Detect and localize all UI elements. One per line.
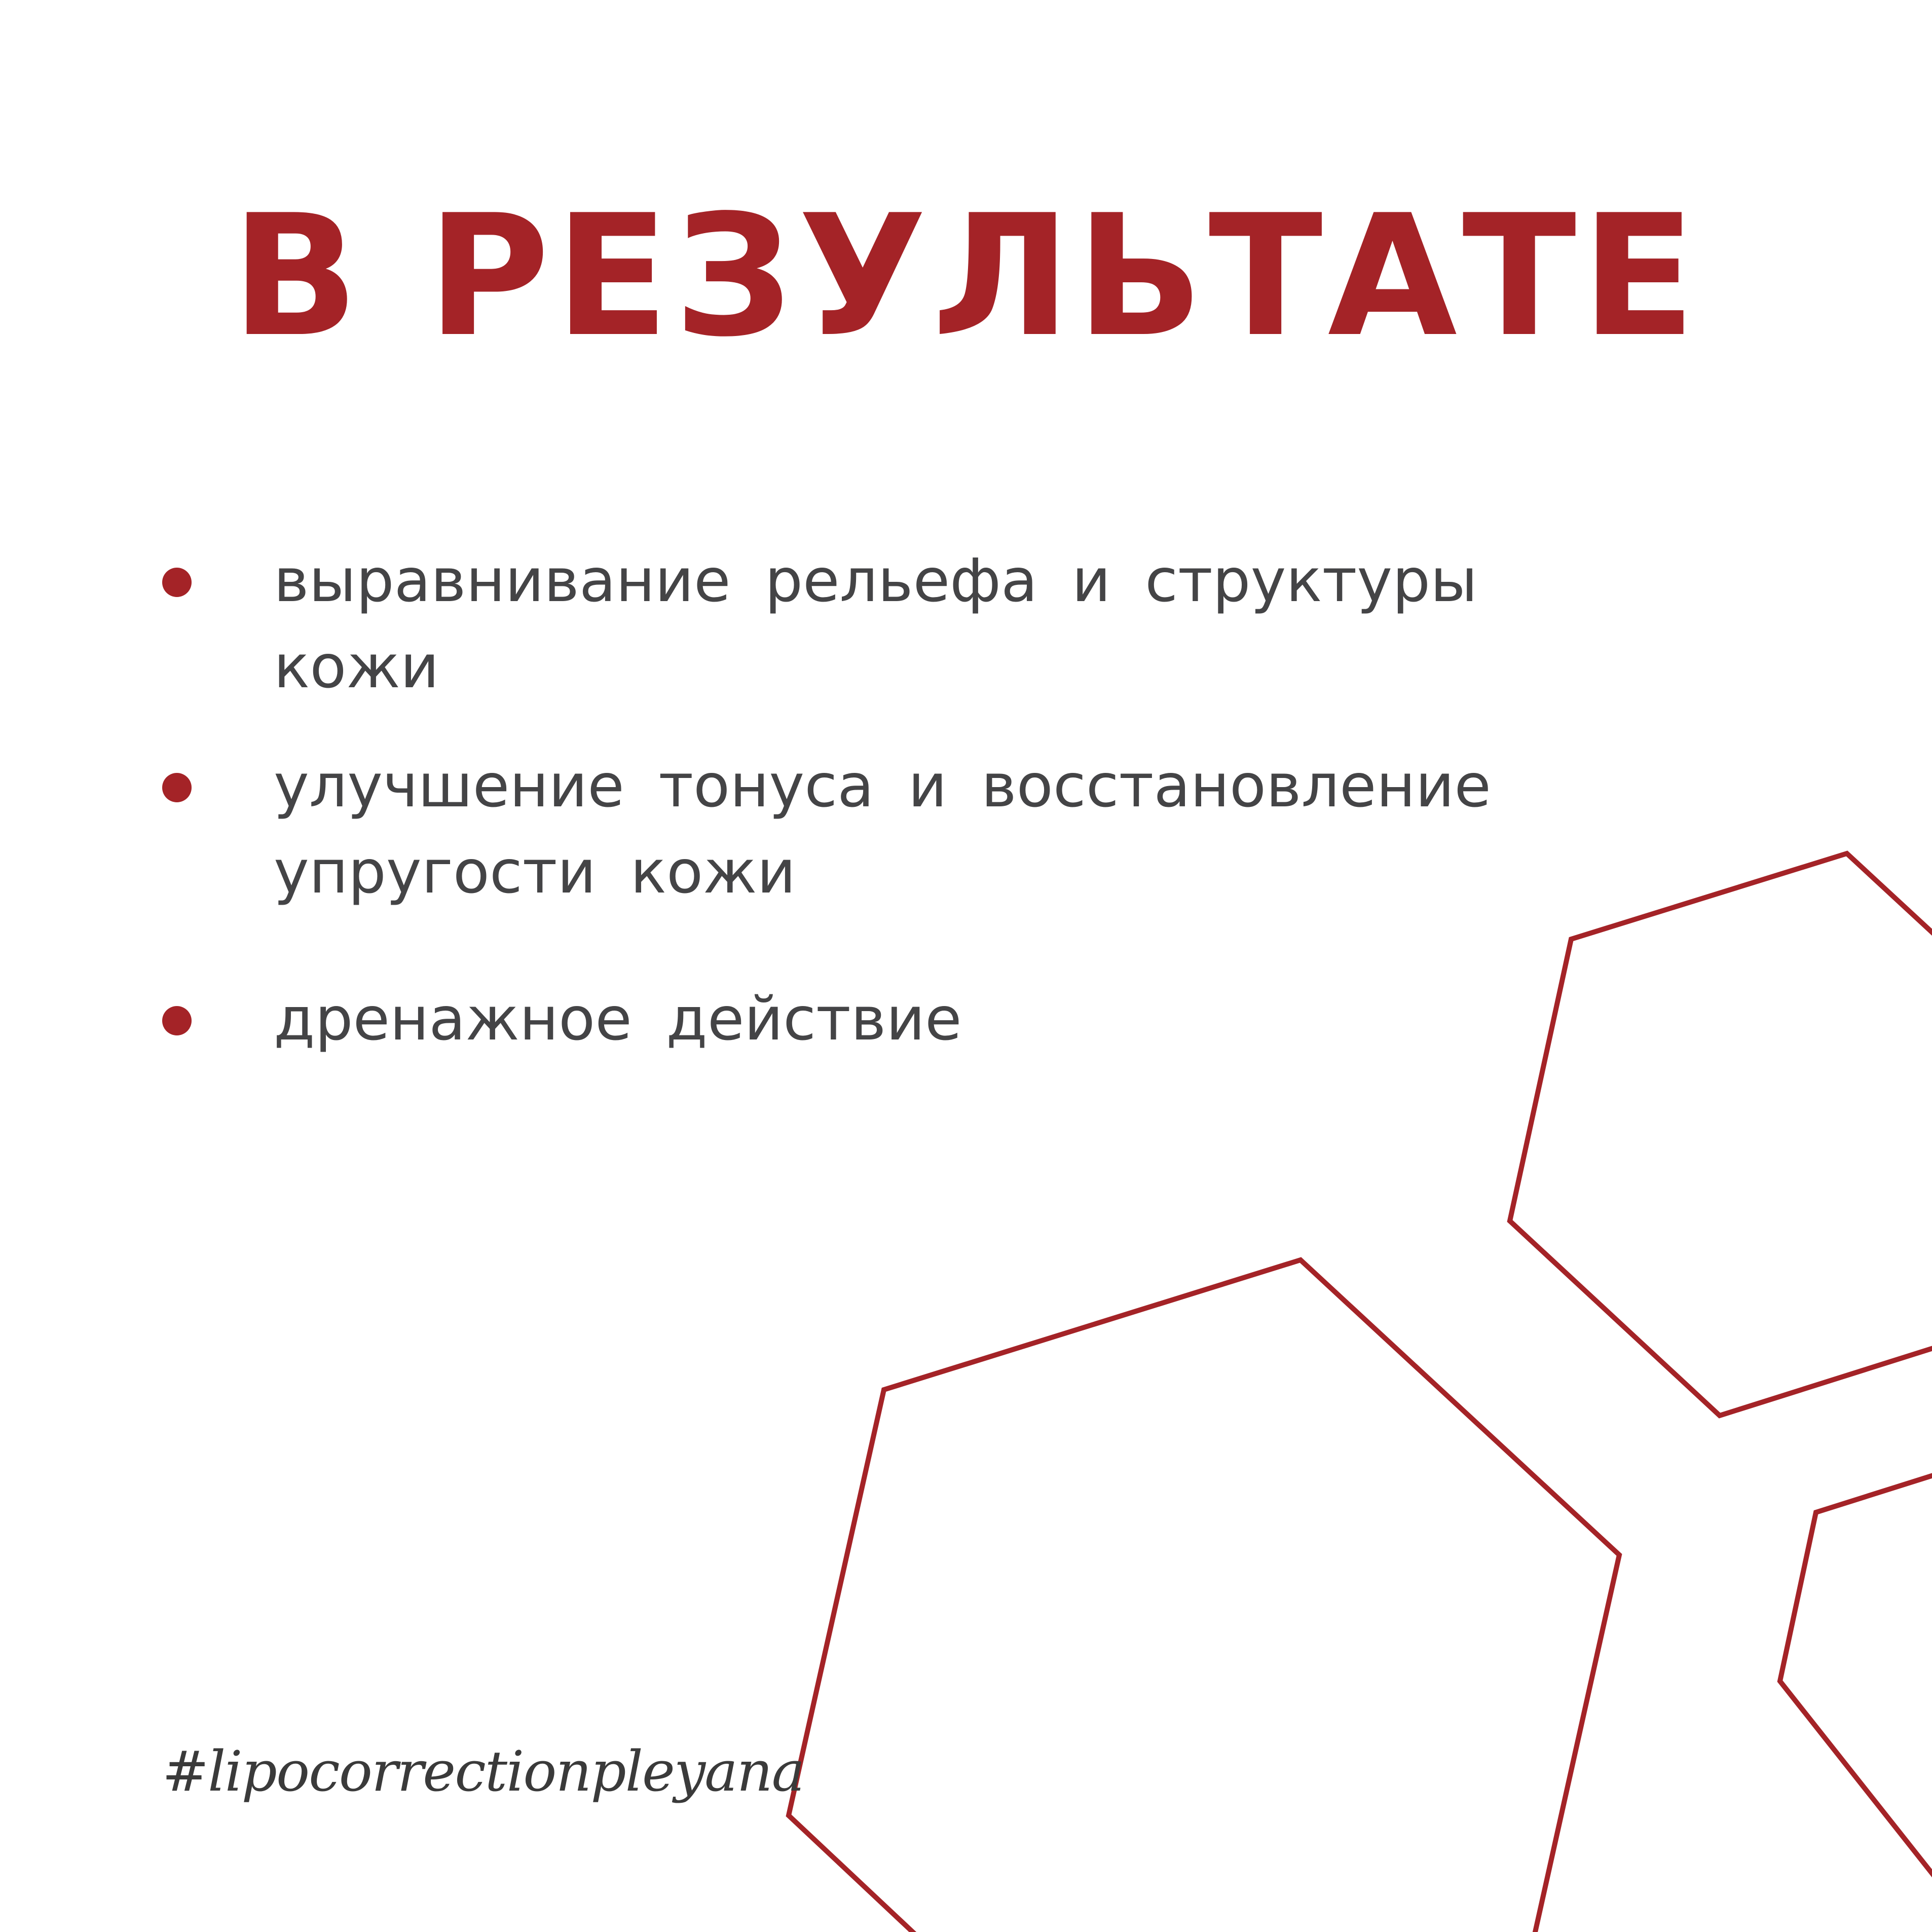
- bullet-icon: [162, 773, 192, 802]
- bullet-icon: [162, 568, 192, 597]
- hashtag-label: #lipocorrectionpleyana: [162, 1739, 804, 1804]
- page-title: В РЕЗУЛЬТАТЕ: [231, 179, 1701, 374]
- bullet-icon: [162, 1006, 192, 1035]
- list-item-text: выравнивание рельефа и структуры кожи: [274, 545, 1478, 701]
- list-item-text: дренажное действие: [274, 984, 962, 1054]
- list-item-text: улучшение тонуса и восстановление упругости кожи: [274, 751, 1492, 907]
